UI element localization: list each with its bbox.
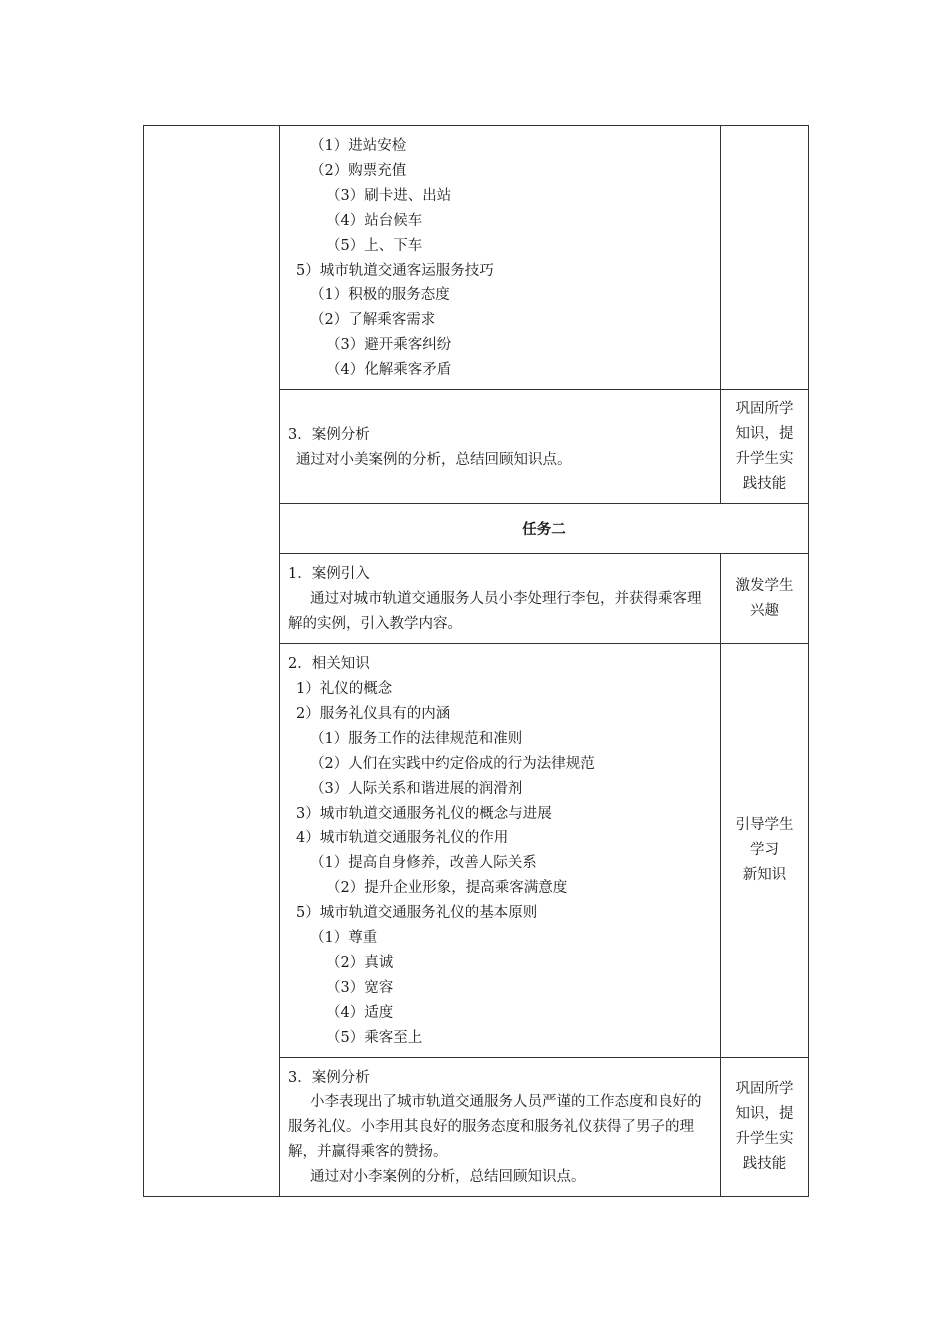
list-item: 5）城市轨道交通服务礼仪的基本原则 — [296, 905, 538, 922]
list-item: 4）城市轨道交通服务礼仪的作用 — [296, 830, 509, 847]
task-title: 任务二 — [280, 504, 809, 554]
lesson-plan-table — [143, 125, 809, 1197]
purpose-line: 巩固所学 — [735, 1080, 794, 1097]
list-item: （5）上、下车 — [326, 237, 423, 254]
purpose-cell — [721, 644, 809, 1058]
list-item: （2）了解乘客需求 — [310, 312, 436, 329]
purpose-line: 升学生实 — [735, 450, 794, 467]
section-heading: 1．案例引入 — [288, 566, 370, 583]
purpose-line: 巩固所学 — [735, 400, 794, 417]
list-item: 2）服务礼仪具有的内涵 — [296, 705, 451, 722]
purpose-line: 兴趣 — [750, 602, 779, 619]
list-item: （2）真诚 — [326, 954, 394, 971]
list-item: （1）进站安检 — [310, 138, 407, 154]
list-item: （2）购票充值 — [310, 162, 407, 179]
list-item: 3）城市轨道交通服务礼仪的概念与进展 — [296, 805, 552, 822]
purpose-line: 知识，提 — [735, 425, 794, 442]
section-heading: 2．相关知识 — [288, 656, 370, 673]
purpose-cell — [721, 390, 809, 504]
purpose-line: 升学生实 — [735, 1130, 794, 1147]
case-analysis-cell — [280, 390, 721, 504]
purpose-cell — [721, 554, 809, 644]
list-item: （5）乘客至上 — [326, 1029, 423, 1046]
list-item: （1）积极的服务态度 — [310, 287, 450, 304]
list-item: （3）人际关系和谐进展的润滑剂 — [310, 780, 523, 797]
purpose-line: 学习 — [750, 841, 779, 858]
case-intro-cell — [280, 554, 721, 644]
list-item: （4）适度 — [326, 1004, 394, 1021]
list-item: （1）尊重 — [310, 930, 378, 947]
left-blank-column — [144, 126, 280, 1197]
list-item: （1）提高自身修养，改善人际关系 — [310, 855, 537, 872]
purpose-line: 激发学生 — [735, 577, 794, 594]
list-item: （3）宽容 — [326, 979, 394, 996]
paragraph: 通过对小美案例的分析，总结回顾知识点。 — [296, 451, 572, 468]
list-item: （2）提升企业形象，提高乘客满意度 — [326, 880, 568, 897]
purpose-cell — [721, 1057, 809, 1197]
table-row — [144, 126, 809, 390]
service-process-cell — [280, 126, 721, 390]
list-item: （4）化解乘客矛盾 — [326, 362, 452, 379]
related-knowledge-cell — [280, 644, 721, 1058]
empty-side-cell — [721, 126, 809, 390]
case-analysis-cell — [280, 1057, 721, 1197]
list-item: （3）刷卡进、出站 — [326, 187, 452, 204]
purpose-line: 引导学生 — [735, 816, 794, 833]
purpose-line: 践技能 — [742, 475, 787, 492]
section-heading: 3．案例分析 — [288, 426, 370, 443]
purpose-line: 践技能 — [742, 1155, 787, 1172]
section-heading: 3．案例分析 — [288, 1069, 370, 1086]
list-item: （3）避开乘客纠纷 — [326, 337, 452, 354]
list-item: 1）礼仪的概念 — [296, 680, 393, 697]
paragraph: 通过对小李案例的分析，总结回顾知识点。 — [310, 1169, 586, 1186]
list-item: （4）站台候车 — [326, 212, 423, 229]
paragraph: 小李表现出了城市轨道交通服务人员严谨的工作态度和良好的服务礼仪。小李用其良好的服务态度和服务礼仪获得了男子的理解，并赢得乘客的赞扬。 — [288, 1094, 702, 1161]
paragraph: 通过对城市轨道交通服务人员小李处理行李包，并获得乘客理解的实例，引入教学内容。 — [288, 591, 702, 633]
purpose-line: 知识，提 — [735, 1105, 794, 1122]
list-item: 5）城市轨道交通客运服务技巧 — [296, 262, 494, 279]
list-item: （2）人们在实践中约定俗成的行为法律规范 — [310, 755, 595, 772]
list-item: （1）服务工作的法律规范和准则 — [310, 730, 523, 747]
purpose-line: 新知识 — [742, 866, 787, 883]
